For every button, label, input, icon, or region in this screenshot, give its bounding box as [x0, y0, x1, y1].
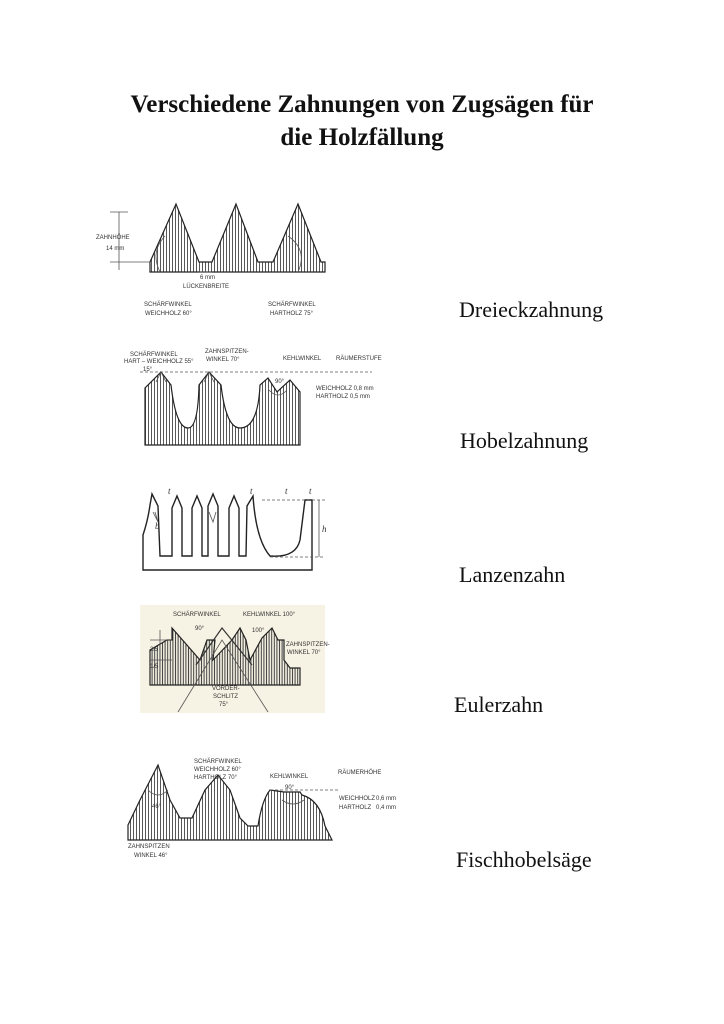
- label-angle: SCHÄRFWINKEL: [173, 612, 221, 618]
- lance-teeth: [143, 494, 312, 570]
- title-line-2: die Holzfällung: [280, 124, 444, 151]
- label-tip-value: WINKEL 70°: [287, 650, 321, 656]
- label-raker-hard: HARTHOLZ 0,5 mm: [316, 394, 370, 400]
- label-raker-hard: HARTHOLZ: [339, 805, 372, 811]
- label-h1: 2/5: [150, 647, 159, 653]
- label-t2: t: [250, 486, 253, 496]
- label-front-value: 75°: [219, 702, 229, 708]
- diagram-lanzenzahn: [143, 486, 327, 570]
- caption-fischhobelsaege: Fischhobelsäge: [456, 847, 592, 872]
- label-gap-width: LÜCKENBREITE: [183, 284, 230, 290]
- label-throat-value: 100°: [252, 628, 265, 634]
- label-tooth-height: ZAHNHÖHE: [96, 235, 130, 241]
- diagram-dreieckzahnung: [96, 204, 325, 317]
- caption-hobelzahnung: Hobelzahnung: [460, 428, 589, 453]
- label-raker: RÄUMERSTUFE: [336, 356, 382, 362]
- diagram-fischhobelsaege: [128, 758, 396, 859]
- label-angle-right: SCHÄRFWINKEL: [268, 302, 316, 308]
- label-raker: RÄUMERHÖHE: [338, 770, 382, 776]
- label-throat: KEHLWINKEL: [283, 356, 322, 362]
- label-angle: SCHÄRFWINKEL: [194, 759, 242, 765]
- label-throat-value: 90°: [285, 785, 295, 791]
- label-tip-small: 46°: [152, 804, 162, 810]
- label-raker-soft: WEICHHOLZ 0,8 mm: [316, 386, 374, 392]
- label-angle-left-value: WEICHHOLZ 60°: [145, 311, 192, 317]
- label-front: VORDER-: [212, 686, 240, 692]
- label-t1: t: [168, 486, 171, 496]
- triangle-teeth: [150, 204, 325, 272]
- title-line-1: Verschiedene Zahnungen von Zugsägen für: [130, 91, 594, 118]
- label-angle-value: HART – WEICHHOLZ 55°: [124, 359, 194, 365]
- label-tip-angle: ZAHNSPITZEN-: [205, 349, 249, 355]
- diagram-hobelzahnung: [124, 349, 382, 445]
- label-front-2: SCHLITZ: [213, 694, 239, 700]
- label-angle-value: 90°: [195, 626, 205, 632]
- label-throat: KEHLWINKEL 100°: [243, 612, 296, 618]
- label-throat: KEHLWINKEL: [270, 774, 309, 780]
- label-b: b: [155, 521, 160, 531]
- label-h: h: [322, 524, 327, 534]
- label-angle-right-value: HARTHOLZ 75°: [270, 311, 313, 317]
- label-t3: t: [285, 486, 288, 496]
- label-angle: SCHÄRFWINKEL: [130, 352, 178, 358]
- label-angle-small: 15°: [143, 367, 153, 373]
- caption-dreieckzahnung: Dreieckzahnung: [459, 297, 604, 322]
- diagram-eulerzahn: [140, 605, 330, 713]
- label-tip: ZAHNSPITZEN-: [286, 642, 330, 648]
- label-tip-angle-value: WINKEL 70°: [206, 357, 240, 363]
- label-tooth-height-value: 14 mm: [106, 246, 125, 252]
- label-raker-hard-value: 0,4 mm: [376, 805, 397, 811]
- label-h2: 1/5: [150, 664, 159, 670]
- label-raker-soft-value: 0,6 mm: [376, 796, 397, 802]
- label-tip: ZAHNSPITZEN: [128, 844, 170, 850]
- label-raker-soft: WEICHHOLZ: [339, 796, 375, 802]
- label-angle-left: SCHÄRFWINKEL: [144, 302, 192, 308]
- label-angle-soft: WEICHHOLZ 60°: [194, 767, 241, 773]
- label-tip-value: WINKEL 46°: [134, 853, 168, 859]
- label-t4: t: [309, 486, 312, 496]
- label-throat-value: 90°: [275, 379, 285, 385]
- caption-lanzenzahn: Lanzenzahn: [459, 562, 566, 587]
- label-angle-hard: HARTHOLZ 70°: [194, 775, 237, 781]
- label-gap: 6 mm: [200, 275, 215, 281]
- caption-eulerzahn: Eulerzahn: [454, 692, 544, 717]
